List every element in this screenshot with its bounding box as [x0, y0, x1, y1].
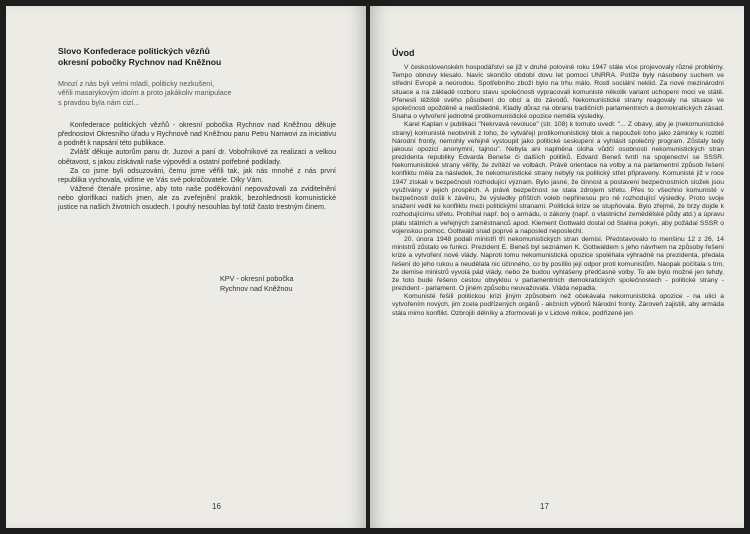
left-paragraph-3: Za co jsme byli odsuzováni, čemu jsme věřili tak, jak nás mnohé z nás první republika vychovala, vidíme ve Vás své pokračovatele. Díky Vám. — [58, 167, 336, 184]
intro-quote — [58, 79, 288, 107]
signature — [220, 274, 340, 293]
intro-line-3: s pravdou byla nám cizí... — [58, 97, 140, 107]
right-page-body — [392, 64, 724, 318]
heading-line-2: okresní pobočky Rychnov nad Kněžnou — [58, 56, 222, 67]
left-paragraph-2: Zvlášť děkuje autorům panu dr. Juzovi a paní dr. Vobořníkové za realizaci a velkou obětavost, s jakou získávali naše výpovědi a ostatní potřebné podklady. — [58, 149, 336, 166]
right-page — [370, 6, 744, 528]
heading-line-1: Slovo Konfederace politických vězňů — [58, 46, 210, 56]
left-page-body — [58, 121, 336, 213]
left-paragraph-1: Konfederace politických vězňů - okresní pobočka Rychnov nad Kněžnou děkuje přednostovi Okresního úřadu v Rychnově nad Kněžnou panu Petru Nanwovi za iniciativu a podnět k napsání této publikace. — [58, 122, 336, 148]
right-paragraph-4: Komunisté řešili politickou krizi jiným způsobem než očekávala nekomunistická opozice - na ulici a vytvořením nových, jim zcela podřízených orgánů - akčních výborů Národní fronty. Zároveň zajistili, aby armáda stála mimo konflikt. Ozbrojili dělníky a zformovali je v Lidové milice, podřízené jen — [392, 293, 724, 317]
right-paragraph-3: 20. února 1948 podali ministři tří nekomunistických stran demisi. Představovalo to menšinu 12 z 26, 14 ministrů zůstalo ve funkci. Prezident E. Beneš byl seznámen K. Gottwaldem s jeho návrhem na způsoby řešení krize a vytvoření nové vlády. Naproti tomu nekomunistická opozice spoléhala výhradně na prezidenta, předala řešení do jeho rukou a neudělala nic účinného, co by posílilo její odpor proti komunistům. Naopak počítala s tím, že demise ministrů vyvolá pád vlády, nebo že budou vyhlášeny předčasné volby. To ale bylo možné jen tehdy, že toto bude řešeno cestou obvyklou v parlamentních demokratických společnostech - politické strany - prezident - parlament. O jiném způsobu neuvažovala. Vláda nepadla. — [392, 235, 724, 293]
page-number-right: 17 — [540, 502, 549, 511]
intro-line-1: Mnozí z nás byli velmi mladí, politicky nezkušení, — [58, 79, 215, 88]
section-heading: Úvod — [392, 48, 415, 58]
left-page — [6, 6, 366, 528]
page-number-left: 16 — [212, 502, 221, 511]
right-paragraph-1: V československém hospodářství se již v druhé polovině roku 1947 stále více projevovaly různé problémy. Tempo obnovy klesalo. Navíc skončilo období dovu let pomoci UNRRA. Potíže byly násobeny suchem ve střední Evropě a neúrodou. Spotřebního zboží bylo na trhu málo. Rostl sociální neklid. Za nové mezinárodní situace a na základě rozboru stavu společnosti vypracovali komunisté několik variant uchopení moci ve státě. Přenesli těžiště svého působení do obcí a do závodů. Nekomunistické strany reagovaly na situace ve společnosti opožděně a nedůsledně. Kladly důraz na obranu tradičních parlamentních a demokratických zásad. Snaha o vytvoření jednotné protikomunistické opozice neměla výsledky. — [392, 64, 724, 121]
right-paragraph-2: Karel Kaplan v publikaci "Nekrvavá revoluce" (str. 108) k tomuto uvedl: "... Z obavy, aby je (nekomunistické strany) komunisté neobvinili z toho, že vytvářejí protikomunistický blok a nepouželi toho jako záminky k rozbití Národní fronty, nemohly veřejně vystoupit jako politické seskupení a vyhlásit společný program. Zůstaly tedy jakousi opozicí anonymní, tajnou". Nebyla ani naplněna úloha vůdčí osobnosti nekomunistických stran prezidenta republiky Edvarda Beneše či dalších politiků. Edvard Beneš tvrdí na spojenectví se SSSR. Nekomunistické strany věřily, že zvítězí ve volbách. Právě orientace na volby a na parlamentní způsob řešení konfliktu měla za následek, že nekomunistické strany nebyly na politický střet připraveny. Komunisté již v roce 1947 získali v bezpečnosti rozhodující význam. Bylo jasné, že činnost a postavení bezpečnostních složek jsou využívány v jejich prospěch. A právě bezpečnost se stala zdrojem střetu. Přes to všechno komunisté v bezpečnosti došli k závěru, že výsledky příštích voleb nepřinesou pro ně rozhodující výsledky. Proto svoje snažení vedli ke konfliktu mezi politickými stranami. Politická krize se stupňovala. Bylo zřejmé, že brzy dojde k rozhodujícímu střetu. Probíhal např. boj o armádu, o zákony (např. o vlastnictví zemědělské půdy atd.) a úpravu platu státních a veřejných zaměstnanců apod. Klement Gottwald dostal od Stalina pokyn, aby požádal SSSR o vojenskou pomoc. Gottwald snad poprvé a naposled neposlechl. — [392, 121, 724, 235]
left-paragraph-4: Vážené čtenáře prosíme, aby toto naše poděkování nepovažovali za zviditelnění nebo glorifikaci našich jmen, ale za zveřejnění praktik, bezohlednosti komunistické justice na našich životních osudech. I pouhý nesouhlas byl totiž často trestným činem. — [58, 186, 336, 212]
signature-line-2: Rychnov nad Kněžnou — [220, 283, 293, 293]
left-page-heading — [58, 46, 288, 67]
intro-line-2: věřili masarykovým idoím a proto jakákoliv manipulace — [58, 88, 232, 98]
signature-line-1: KPV - okresní pobočka — [220, 274, 294, 283]
